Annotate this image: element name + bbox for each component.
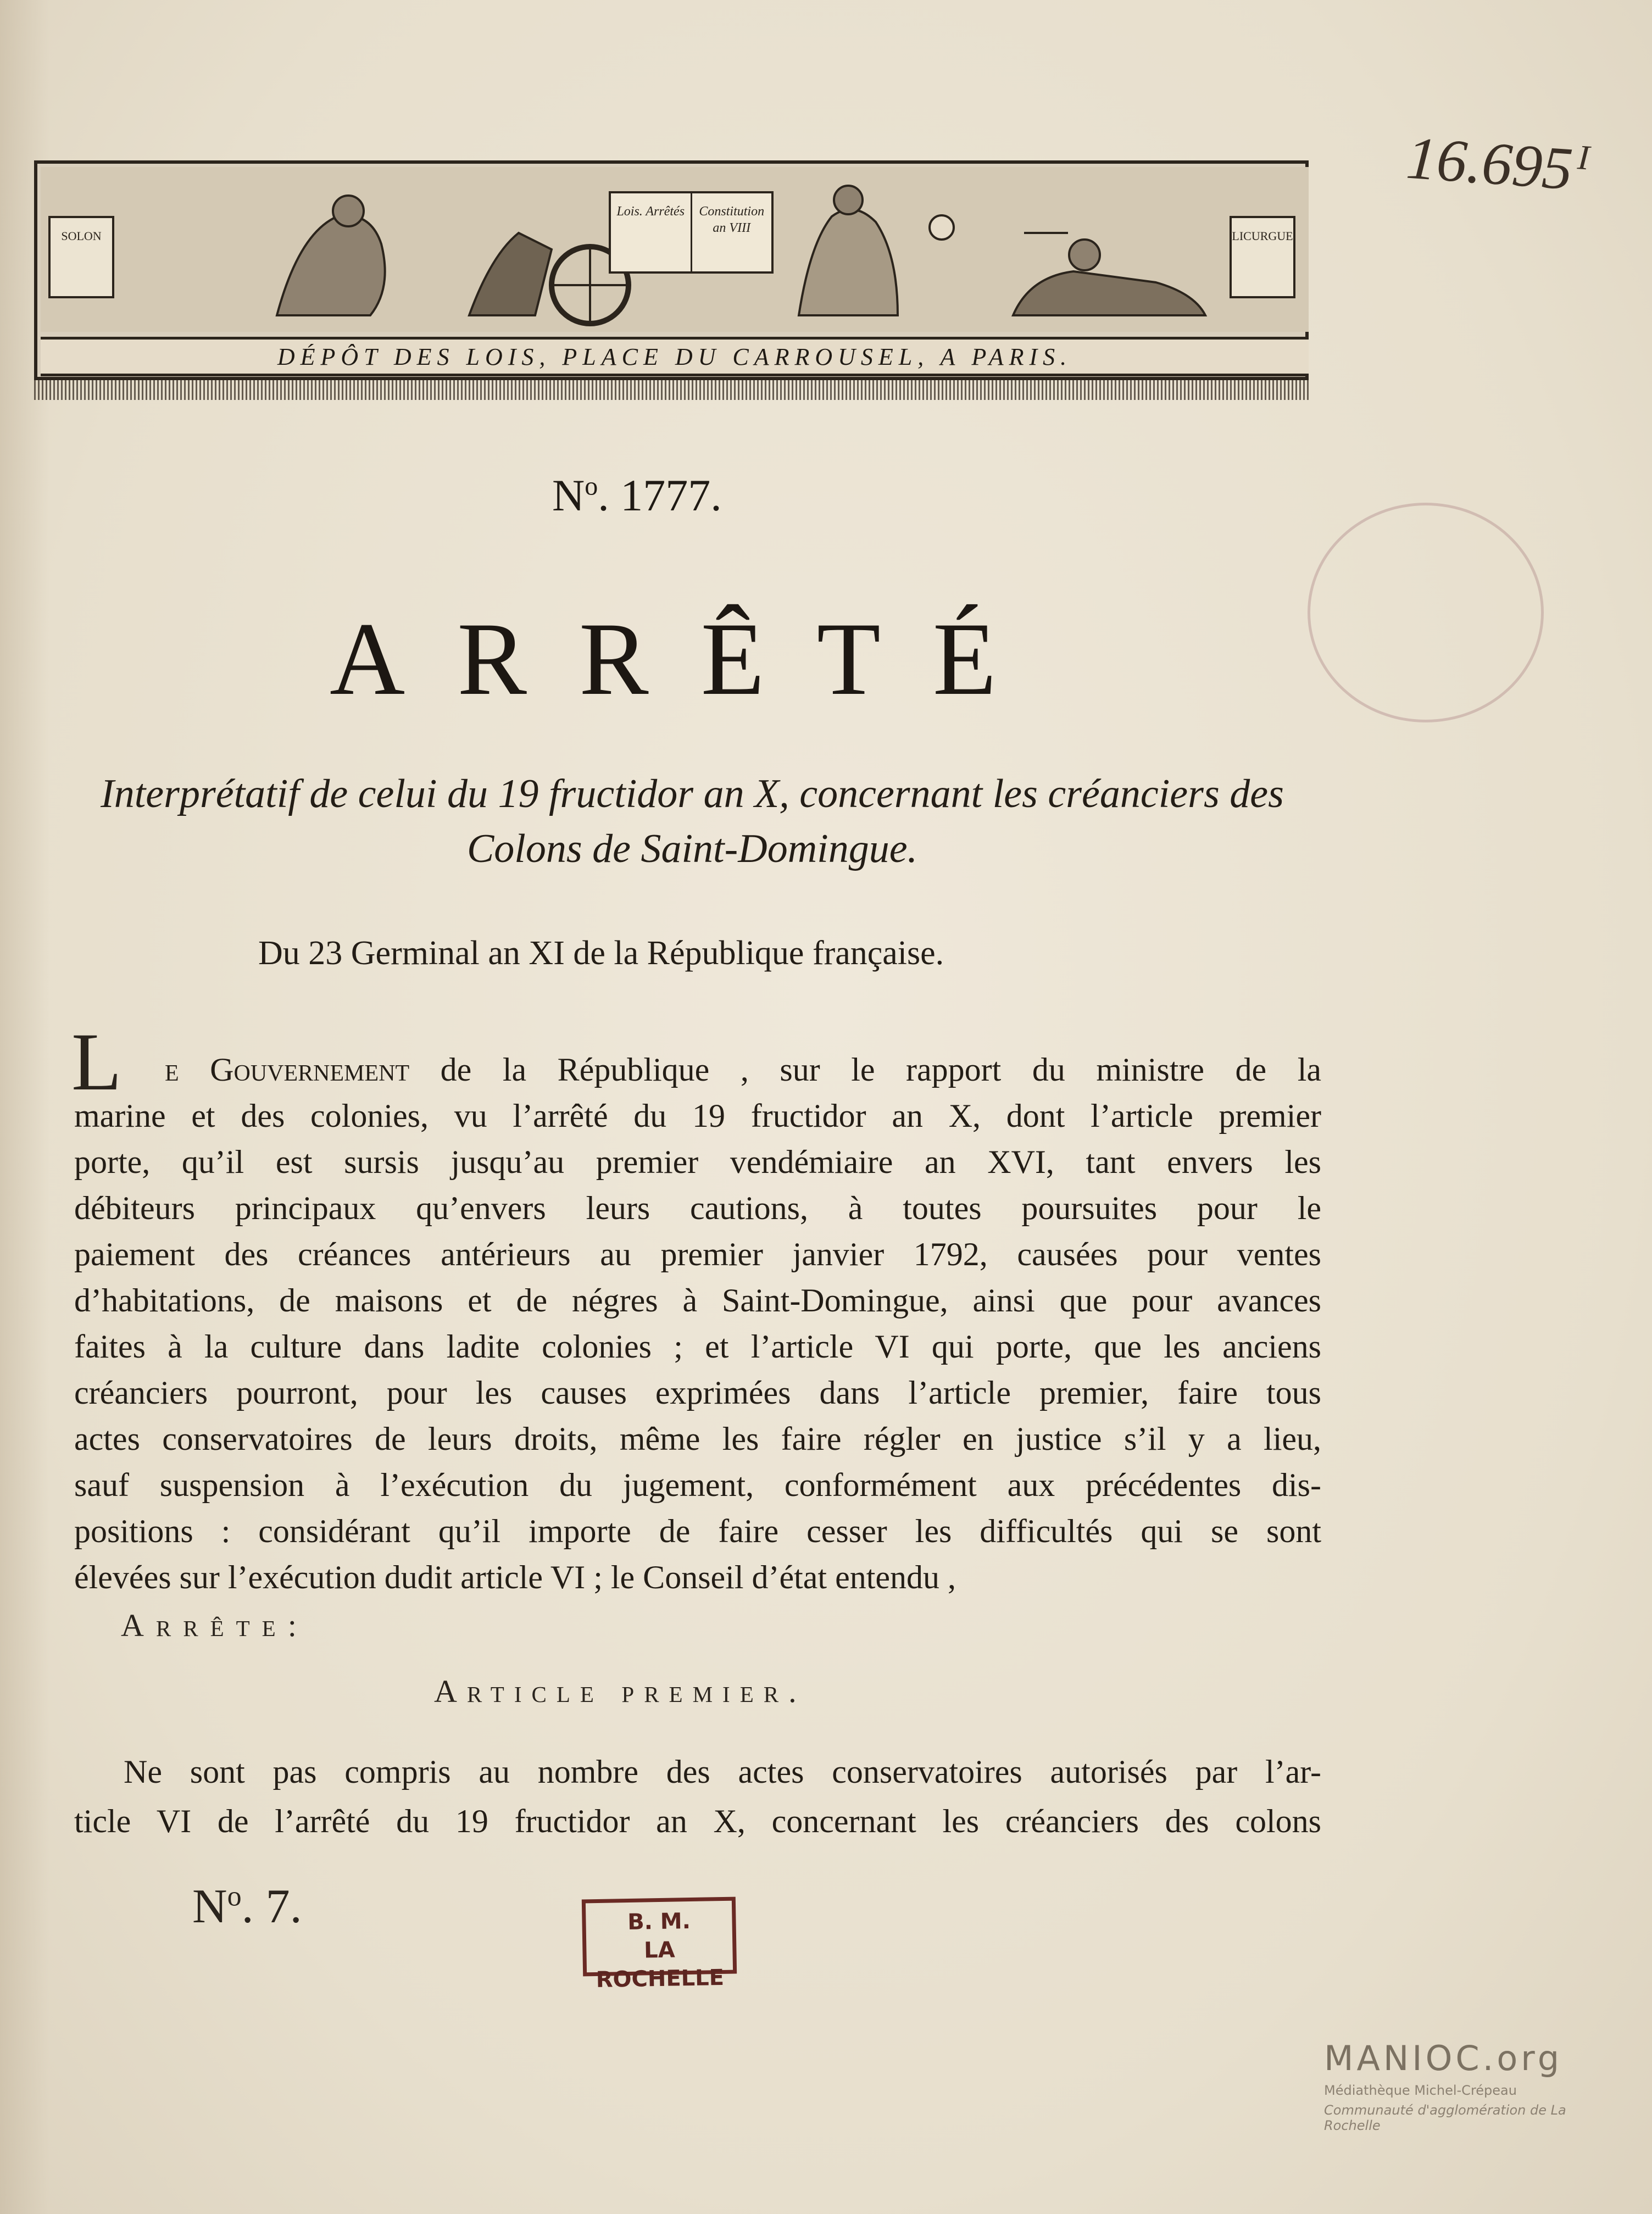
watermark-line: Médiathèque Michel-Crépeau [1324, 2083, 1517, 2098]
open-book [609, 191, 774, 274]
decree-heading: Arrête: [121, 1607, 309, 1643]
faded-library-stamp [1308, 503, 1544, 722]
stamp-line: B. M. [627, 1909, 691, 1935]
article-line: Ne sont pas compris au nombre des actes conservatoires autorisés par l’ar- [124, 1754, 1321, 1790]
book-page-right: Constitution an VIII [691, 193, 772, 271]
preamble-line: marine et des colonies, vu l’arrêté du 19 fructidor an X, dont l’article premier [74, 1098, 1321, 1134]
preamble-paragraph [74, 1047, 1321, 1600]
plaque-left: SOLON [48, 216, 114, 298]
call-number-text: 16.695 [1404, 124, 1575, 203]
document-date: Du 23 Germinal an XI de la République française. [258, 934, 944, 972]
book-page-left: Lois. Arrêtés [616, 204, 685, 219]
banner-base [41, 337, 1309, 376]
preamble-line: élevées sur l’exécution dudit article VI ; le Conseil d’état entendu , [74, 1559, 956, 1595]
banner-hatching [34, 380, 1309, 400]
preamble-line: d’habitations, de maisons et de négres à Saint-Domingue, ainsi que pour avances [74, 1282, 1321, 1319]
article-heading: Article premier. [434, 1673, 806, 1709]
watermark-line: Communauté d'agglomération de La Rochelle [1324, 2102, 1566, 2133]
preamble-line: sauf suspension à l’exécution du jugement, conformément aux précédentes dis- [74, 1467, 1321, 1503]
article-text [74, 1747, 1321, 1846]
banner-motto: DÉPÔT DES LOIS, PLACE DU CARROUSEL, A PARIS. [277, 343, 1072, 370]
handwritten-call-number [1404, 123, 1591, 205]
call-number-suffix: I [1576, 137, 1591, 177]
banner-frame [34, 160, 1309, 380]
plaque-right: LICURGUE [1230, 216, 1295, 298]
preamble-line: faites à la culture dans ladite colonies ; et l’article VI qui porte, que les anciens [74, 1328, 1321, 1365]
engraved-header-banner [34, 160, 1309, 397]
signature-number: $N^o$. 7. [192, 1880, 302, 1933]
document-title: ARRÊTÉ [330, 602, 1049, 717]
watermark-brand: MANIOC.org [1324, 2038, 1563, 2078]
library-stamp [582, 1897, 737, 1993]
article-line: ticle VI de l’arrêté du 19 fructidor an X, concernant les créanciers des colons [74, 1803, 1321, 1839]
drop-cap: L [71, 1016, 122, 1108]
preamble-line: créanciers pourront, pour les causes exprimées dans l’article premier, faire tous [74, 1375, 1321, 1411]
preamble-line: positions : considérant qu’il importe de faire cesser les difficultés qui se sont [74, 1513, 1321, 1549]
preamble-line: porte, qu’il est sursis jusqu’au premier vendémiaire an XVI, tant envers les [74, 1144, 1321, 1180]
preamble-line: e Gouvernement de la République , sur le rapport du ministre de la [165, 1052, 1321, 1088]
document-number: $N^o$. 1777. [552, 470, 722, 520]
stamp-line: LA ROCHELLE [596, 1937, 725, 1993]
preamble-line: actes conservatoires de leurs droits, même les faire régler en justice s’il y a lieu, [74, 1421, 1321, 1457]
preamble-line: débiteurs principaux qu’envers leurs cautions, à toutes poursuites pour le [74, 1190, 1321, 1226]
manioc-watermark [1324, 2038, 1610, 2133]
document-subtitle: Interprétatif de celui du 19 fructidor an X, concernant les créanciers des Colons de Saint-Domingue. [101, 771, 1284, 871]
preamble-line: paiement des créances antérieurs au premier janvier 1792, causées pour ventes [74, 1236, 1321, 1272]
